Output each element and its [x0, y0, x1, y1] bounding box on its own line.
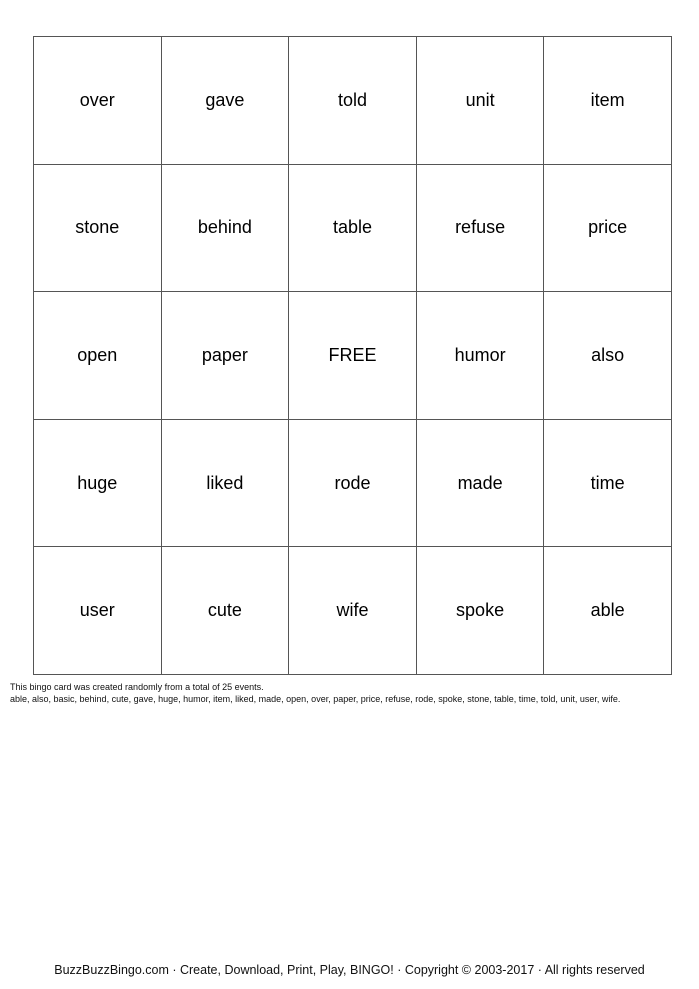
- card-info-summary: This bingo card was created randomly from a total of 25 events.: [10, 682, 264, 692]
- bingo-row: [34, 547, 672, 675]
- bingo-row: [34, 164, 672, 292]
- bingo-cell: user: [34, 547, 162, 675]
- bingo-cell: huge: [34, 419, 162, 547]
- page-footer: BuzzBuzzBingo.com · Create, Download, Print, Play, BINGO! · Copyright © 2003-2017 · All rights reserved: [54, 963, 645, 977]
- bingo-cell: able: [544, 547, 672, 675]
- bingo-cell: table: [289, 164, 417, 292]
- bingo-cell: spoke: [416, 547, 544, 675]
- bingo-cell: price: [544, 164, 672, 292]
- bingo-cell: made: [416, 419, 544, 547]
- bingo-card-grid: [33, 36, 672, 675]
- bingo-cell: cute: [161, 547, 289, 675]
- bingo-cell: humor: [416, 292, 544, 420]
- bingo-free-cell: FREE: [289, 292, 417, 420]
- bingo-cell: open: [34, 292, 162, 420]
- bingo-cell: also: [544, 292, 672, 420]
- bingo-cell: rode: [289, 419, 417, 547]
- card-info: [10, 681, 620, 705]
- card-info-word-list: able, also, basic, behind, cute, gave, huge, humor, item, liked, made, open, over, paper, price, refuse, rode, spoke, stone, table, time, told, unit, user, wife.: [10, 694, 621, 704]
- bingo-cell: paper: [161, 292, 289, 420]
- bingo-cell: behind: [161, 164, 289, 292]
- bingo-cell: time: [544, 419, 672, 547]
- bingo-cell: gave: [161, 37, 289, 165]
- bingo-cell: unit: [416, 37, 544, 165]
- bingo-cell: item: [544, 37, 672, 165]
- bingo-row: [34, 37, 672, 165]
- bingo-cell: liked: [161, 419, 289, 547]
- bingo-cell: refuse: [416, 164, 544, 292]
- bingo-cell: stone: [34, 164, 162, 292]
- bingo-row: [34, 419, 672, 547]
- bingo-cell: told: [289, 37, 417, 165]
- bingo-cell: wife: [289, 547, 417, 675]
- bingo-cell: over: [34, 37, 162, 165]
- bingo-row: [34, 292, 672, 420]
